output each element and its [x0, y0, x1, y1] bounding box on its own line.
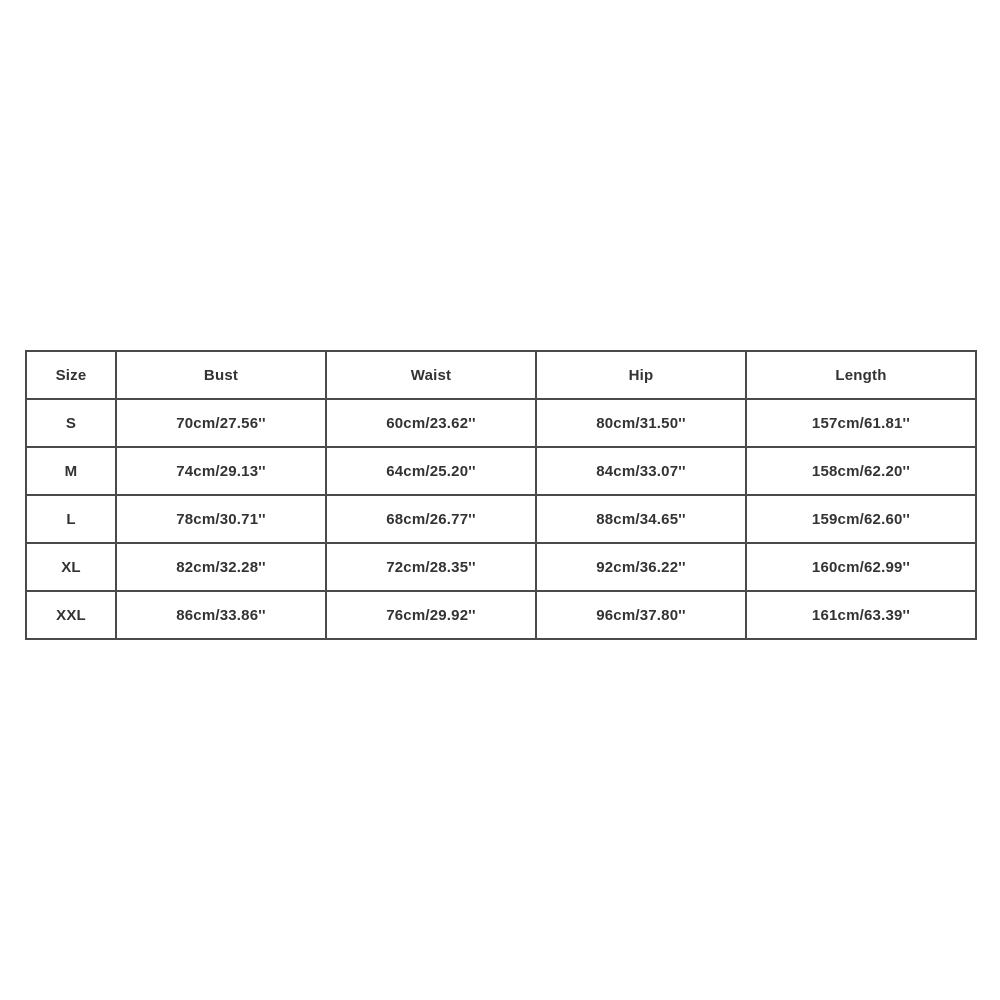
waist-cell: 68cm/26.77''	[326, 495, 536, 543]
table-row-xxl	[26, 591, 976, 639]
waist-cell: 60cm/23.62''	[326, 399, 536, 447]
length-cell: 158cm/62.20''	[746, 447, 976, 495]
waist-cell: 64cm/25.20''	[326, 447, 536, 495]
column-header-hip: Hip	[536, 351, 746, 399]
column-header-length: Length	[746, 351, 976, 399]
length-cell: 159cm/62.60''	[746, 495, 976, 543]
bust-cell: 70cm/27.56''	[116, 399, 326, 447]
column-header-bust: Bust	[116, 351, 326, 399]
column-header-waist: Waist	[326, 351, 536, 399]
column-header-size: Size	[26, 351, 116, 399]
bust-cell: 86cm/33.86''	[116, 591, 326, 639]
length-cell: 160cm/62.99''	[746, 543, 976, 591]
hip-cell: 92cm/36.22''	[536, 543, 746, 591]
hip-cell: 96cm/37.80''	[536, 591, 746, 639]
bust-cell: 82cm/32.28''	[116, 543, 326, 591]
length-cell: 161cm/63.39''	[746, 591, 976, 639]
length-cell: 157cm/61.81''	[746, 399, 976, 447]
size-chart-table	[25, 350, 977, 640]
table-row-s	[26, 399, 976, 447]
bust-cell: 78cm/30.71''	[116, 495, 326, 543]
size-cell: XL	[26, 543, 116, 591]
table-row-l	[26, 495, 976, 543]
size-cell: L	[26, 495, 116, 543]
hip-cell: 88cm/34.65''	[536, 495, 746, 543]
bust-cell: 74cm/29.13''	[116, 447, 326, 495]
table-row-m	[26, 447, 976, 495]
size-cell: XXL	[26, 591, 116, 639]
header-row	[26, 351, 976, 399]
hip-cell: 84cm/33.07''	[536, 447, 746, 495]
table-row-xl	[26, 543, 976, 591]
hip-cell: 80cm/31.50''	[536, 399, 746, 447]
waist-cell: 72cm/28.35''	[326, 543, 536, 591]
size-cell: S	[26, 399, 116, 447]
waist-cell: 76cm/29.92''	[326, 591, 536, 639]
size-cell: M	[26, 447, 116, 495]
